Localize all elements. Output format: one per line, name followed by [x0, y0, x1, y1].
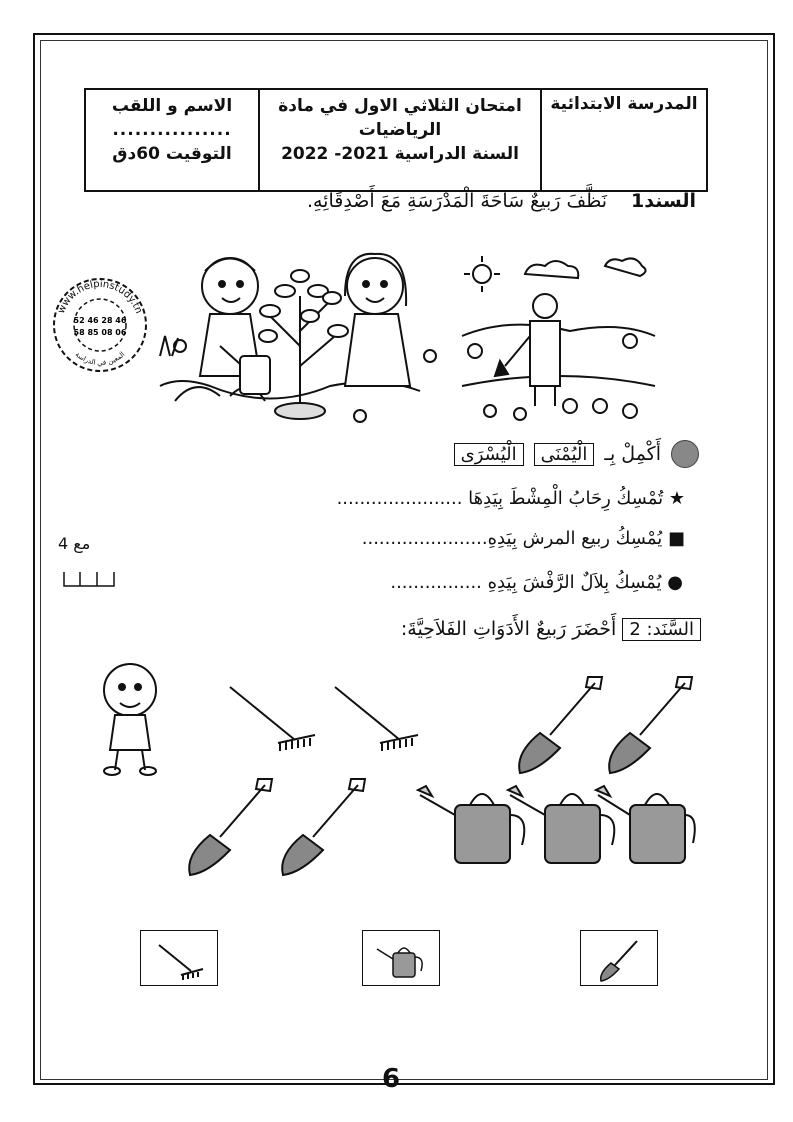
watering-can-icon	[363, 931, 441, 987]
school-name: المدرسة الابتدائية	[550, 94, 698, 114]
farm-tools-illustration	[100, 655, 700, 885]
student-info	[86, 90, 260, 190]
garden-illustration	[150, 236, 660, 436]
task1-instruction	[454, 440, 699, 468]
sanad1-label: السند1	[631, 190, 696, 212]
stamp-site: www.helpinstudy.tn	[55, 278, 145, 316]
school-year: السنة الدراسية 2021- 2022	[281, 144, 519, 164]
svg-text:المعين في الدراسة	[74, 350, 127, 367]
sanad2	[401, 618, 701, 640]
stamp-slogan: المعين في الدراسة	[73, 350, 127, 368]
exam-header-table	[84, 88, 708, 192]
name-label: الاسم و اللقب	[111, 96, 233, 116]
sanad1	[307, 190, 696, 212]
answer-box-rake[interactable]	[140, 930, 218, 986]
fill-line-1[interactable]	[337, 488, 685, 509]
sanad2-label: السَّنَد: 2	[622, 618, 701, 641]
fill-line-3[interactable]	[390, 572, 683, 593]
fill-line-2[interactable]	[362, 528, 685, 549]
stamp-phone1: 52 46 28 46	[73, 316, 127, 325]
answer-box-watering-can[interactable]	[362, 930, 440, 986]
sanad1-text: نَظَّفَ رَبيعٌ سَاحَةَ الْمَدْرَسَةِ مَعَ أَصْدِقَائِهِ.	[306, 190, 607, 212]
time-label: التوقيت 60دق	[112, 144, 232, 164]
exam-title-line1: امتحان الثلاثي الاول في مادة	[278, 96, 522, 116]
stamp-phone2: 58 85 08 06	[73, 328, 127, 337]
exam-subject: الرياضيات	[358, 120, 442, 140]
dot-bullet-icon: ●	[661, 572, 683, 593]
task1-intro: أَكْمِلْ بِـ	[604, 443, 661, 465]
option-left-box: الْيُسْرَى	[454, 443, 524, 466]
square-bullet-icon: ■	[662, 528, 685, 549]
circle-bullet-icon	[671, 440, 699, 468]
helpinstudy-stamp	[50, 275, 150, 375]
sanad2-text: أَحْضَرَ رَبيعٌ الأَدَوَاتِ الفَلاَحِيَّةَ:	[400, 618, 617, 640]
star-bullet-icon: ★	[663, 488, 685, 509]
option-right-box: الْيُمْنَى	[534, 443, 595, 466]
fill-line-3-text: يُمْسِكُ بِلاَلٌ الرَّفْشَ بِيَدِهِ ................	[390, 572, 662, 593]
fill-line-1-text: تُمْسِكُ رِحَابُ الْمِشْطَ بِيَدِهَا ......................	[336, 488, 664, 509]
fill-line-2-text: يُمْسِكُ ربيع المرش بِيَدِهِ......................	[361, 528, 663, 549]
name-field[interactable]: ................	[112, 120, 232, 140]
answer-box-shovel[interactable]	[580, 930, 658, 986]
score-boxes[interactable]	[62, 570, 116, 588]
rake-icon	[141, 931, 219, 987]
exam-title	[260, 90, 542, 190]
page-number: 6	[382, 1064, 401, 1094]
shovel-icon	[581, 931, 659, 987]
svg-text:www.helpinstudy.tn	[56, 279, 144, 315]
criterion-mark: مع 4	[58, 534, 91, 553]
